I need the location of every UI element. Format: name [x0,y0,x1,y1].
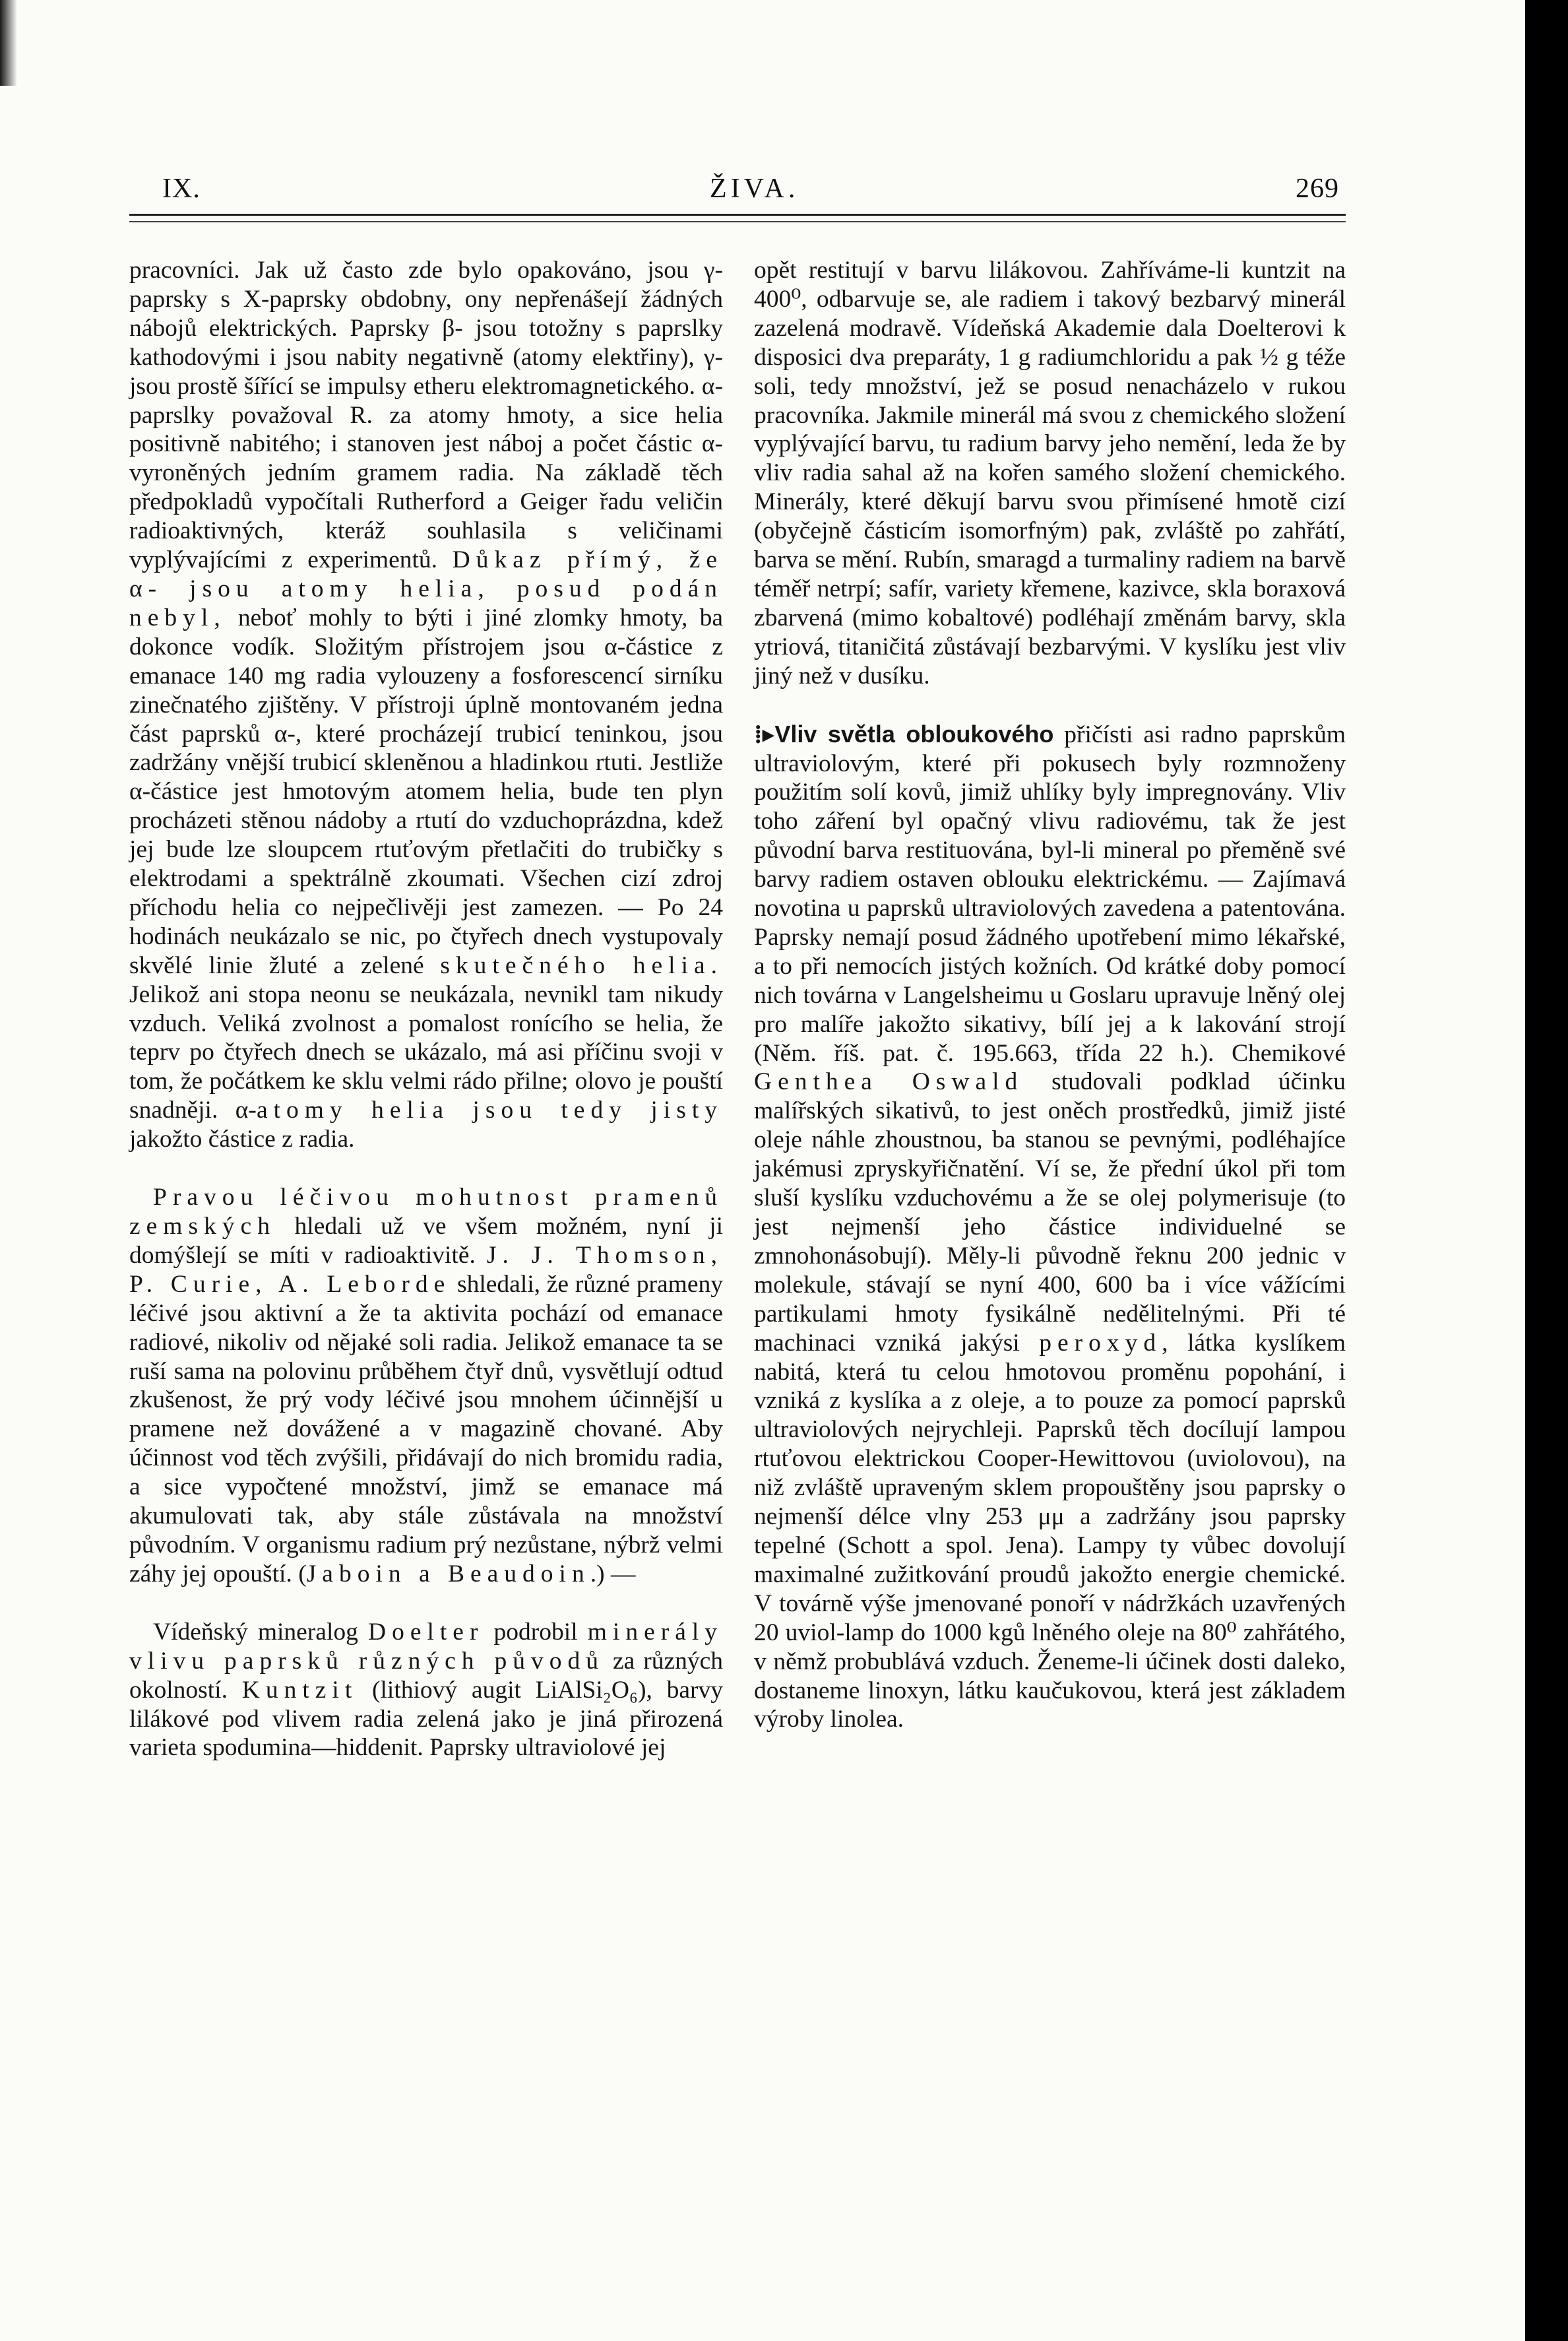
spaced-emphasis: Pravou léčivou mohutnost pramenů zemských [129,1184,723,1240]
paragraph-doelter [129,1618,723,1763]
spaced-emphasis: skutečného helia. [440,951,724,979]
text-run: Jelikož ani stopa neonu se neukázala, nevnikl tam nikudy vzduch. Veliká zvolnost a pomalost ronícího se helia, že teprv po čtyřech dnech se ukázalo, má asi příčinu svoji v tom, že počátkem ke sklu velmi rádo přilne; olovo je pouští snadněji. α- [129,980,723,1124]
text-run: jakožto částice z radia. [129,1126,355,1153]
page-header [162,161,1339,207]
spaced-emphasis: Genthea Oswald [754,1068,1024,1096]
text-run: , látka kyslíkem nabitá, která tu celou hmotovou proměnu popohání, i vzniká z kyslíka a z oleje, a to pouze za pomocí paprsků ultraviolových nejrychleji. Paprsků těch docílují lampou rtuťovou elektrickou Cooper-Hewittovou (uviolovou), na niž zvláště upraveným sklem propouštěny jsou paprsky o nejmenší délce vlny 253 μμ a zadržány jsou paprsky tepelné (Schott a spol. Jena). Lampy ty vůbec dovolují maximalné zužitkování proudů jakožto energie chemické. V továrně výše jmenované ponoří v nádržkách uzavřených 20 uviol-lamp do 1000 kgů lněného oleje na 80⁰ zahřátého, v němž probublává vzduch. Ženeme-li účinek dosti daleko, dostaneme linoxyn, látku kaučukovou, která jest základem výroby linolea. [754,1329,1346,1733]
paragraph-kuntzit-continued: opět restitují v barvu lilákovou. Zahříváme-li kuntzit na 400⁰, odbarvuje se, ale radiem i takový bezbarvý minerál zazelená modravě. Vídeňská Akademie dala Doelterovi k disposici dva preparáty, 1 g radiumchloridu a pak ½ g téže soli, tedy množství, jež se posud nenacházelo v rukou pracovníka. Jakmile minerál má svou z chemického složení vyplývající barvu, tu radium barvy jeho nemění, leda že by vliv radia sahal až na kořen samého složení chemického. Minerály, které děkují barvu svou přimísené hmotě cizí (obyčejně částicím isomorfným) pak, zvláště po zahřátí, barva se mění. Rubín, smaragd a turmaliny radiem na barvě téměř netrpí; safír, variety křemene, kazivce, skla boraxová zbarvená (mimo kobaltové) podléhají změnám barvy, skla ytriová, titaničitá zůstávají bezbarvými. V kyslíku jest vliv jiný než v dusíku. [754,257,1346,689]
text-run: hledali už ve všem možném, nyní ji domýšlejí se míti v radioaktivitě. [129,1213,723,1269]
spaced-emphasis: Jaboin a Beaudoin [306,1560,590,1587]
text-run: přičísti asi radno paprskům ultraviolovým, které při pokusech byly rozmnoženy použitím solí kovů, jimiž uhlíky byly impregnovány. Vliv toho záření byl opačný vlivu radiovému, tak že jest původní barva restituována, byl-li mineral po přeměně své barvy radiem ostaven oblouku elektrickému. — Zajímavá novotina u paprsků ultraviolových zavedena a patentována. Paprsky nemají posud žádného upotřebení mimo lékařské, a to při nemocích jistých kožních. Od krátké doby pomocí nich továrna v Langelsheimu u Goslaru upravuje lněný olej pro malíře jakožto sikativy, bílí jej a k lakování strojí (Něm. říš. pat. č. 195.663, třída 22 h.). Chemikové [754,721,1346,1067]
spaced-emphasis: Důkaz přímý, že α- jsou atomy helia, posud podán nebyl, [129,546,724,631]
text-run: studovali podklad účinku malířských sikativů, to jest oněch prostředků, jimiž jisté oleje náhle zhoustnou, ba stanou se pevnými, podléhajíce jakémusi zpryskyřičnatění. Ví se, že přední úkol při tom sluší kyslíku vzduchovému a že se olej polymerisuje (to jest nejmenší jeho částice individuelné se zmnohonásobují). Měly-li původně řeknu 200 jednic v molekule, stávají se nyní 400, 600 ba i více vážícími partikulami hmoty fysikálně nedělitelnými. Při té machinaci vzniká jakýsi [754,1068,1346,1357]
text-run: podrobil [493,1618,578,1646]
left-column [129,256,723,1762]
run-in-heading: Vliv světla obloukového [774,720,1054,748]
text-run: Vídeňský mineralog [153,1618,358,1646]
paragraph-arc-light [754,720,1346,1735]
page-number: 269 [1296,174,1339,204]
volume-number: IX. [162,174,201,204]
header-rule [129,214,1346,222]
spaced-emphasis: Doelter [367,1618,484,1646]
text-run: shledali, že různé prameny léčivé jsou aktivní a že ta aktivita pochází od emanace radiové, nikoliv od nějaké soli radia. Jelikož emanace ta se ruší sama na polovinu průběhem čtyř dnů, vysvětlují odtud zkušenost, že prý vody léčivé jsou mnohem účinnější u pramene než dovážené a v magazině chované. Aby účinnost vod těch zvýšili, přidávají do nich bromidu radia, a sice vypočtené množství, jimž se emanace má akumulovati tak, aby stále zůstávala na množství původním. V organismu radium prý nezůstane, nýbrž velmi záhy jej opouští. ( [129,1270,723,1587]
section-marker-icon: ⁞▸ [754,721,775,748]
right-column [754,256,1346,1734]
spaced-emphasis: minerály vlivu paprsků různých původů [129,1618,724,1675]
journal-title: ŽIVA. [710,174,800,204]
text-run: neboť mohly to býti i jiné zlomky hmoty, ba dokonce vodík. Složitým přístrojem jsou α-částice z emanace 140 mg radia vylouzeny a fosforescencí sirníku zinečnatého zjištěny. V přístroji úplně montovaném jedna část paprsků α-, které procházejí trubicí teninkou, jsou zadržány vnější trubicí skleněnou a hladinkou rtuti. Jestliže α-částice jest hmotovým atomem helia, bude ten plyn procházeti stěnou nádoby a rtutí do vzduchoprázdna, kdež jej bude lze sloupcem rtuťovým přetlačiti do trubičky s elektrodami a spektrálně zkoumati. Všechen cizí zdroj příchodu helia co nejpečlivěji jest zamezen. — Po 24 hodinách neukázalo se nic, po čtyřech dnech vystupovaly skvělé linie žluté a zelené [129,604,723,979]
text-run: pracovníci. Jak už často zde bylo opakováno, jsou γ-paprsky s X-paprsky obdobny, ony nepřenášejí žádných nábojů elektrických. Paprsky β- jsou totožny s paprslky kathodovými i jsou nabity negativně (atomy elektřiny), γ- jsou prostě šířící se impulsy etheru elektromagnetického. α-paprslky považoval R. za atomy hmoty, a sice helia positivně nabitého; i stanoven jest náboj a počet částic α- vyroněných jedním gramem radia. Na základě těch předpokladů vypočítali Rutherford a Geiger řadu veličin radioaktivných, kteráž souhlasila s veličinami vyplývajícími z experimentů. [129,257,723,574]
spaced-emphasis: peroxyd [1039,1329,1162,1357]
text-run: (lithiový augit LiAlSi₂O₆), barvy lilákové pod vlivem radia zelená jako je jiná přirozená varieta spodumina—hiddenit. Paprsky ultraviolové jej [129,1676,724,1762]
spaced-emphasis: J. J. Thomson, P. Curie, A. Leborde [129,1241,724,1298]
paragraph-healing-springs [129,1183,723,1589]
text-run: .) — [590,1560,636,1587]
text-run: za různých okolností. [129,1647,723,1704]
spaced-emphasis: Kuntzit [241,1676,358,1704]
paragraph-helium [129,256,723,1154]
spaced-emphasis: atomy helia jsou tedy jisty [256,1097,723,1124]
